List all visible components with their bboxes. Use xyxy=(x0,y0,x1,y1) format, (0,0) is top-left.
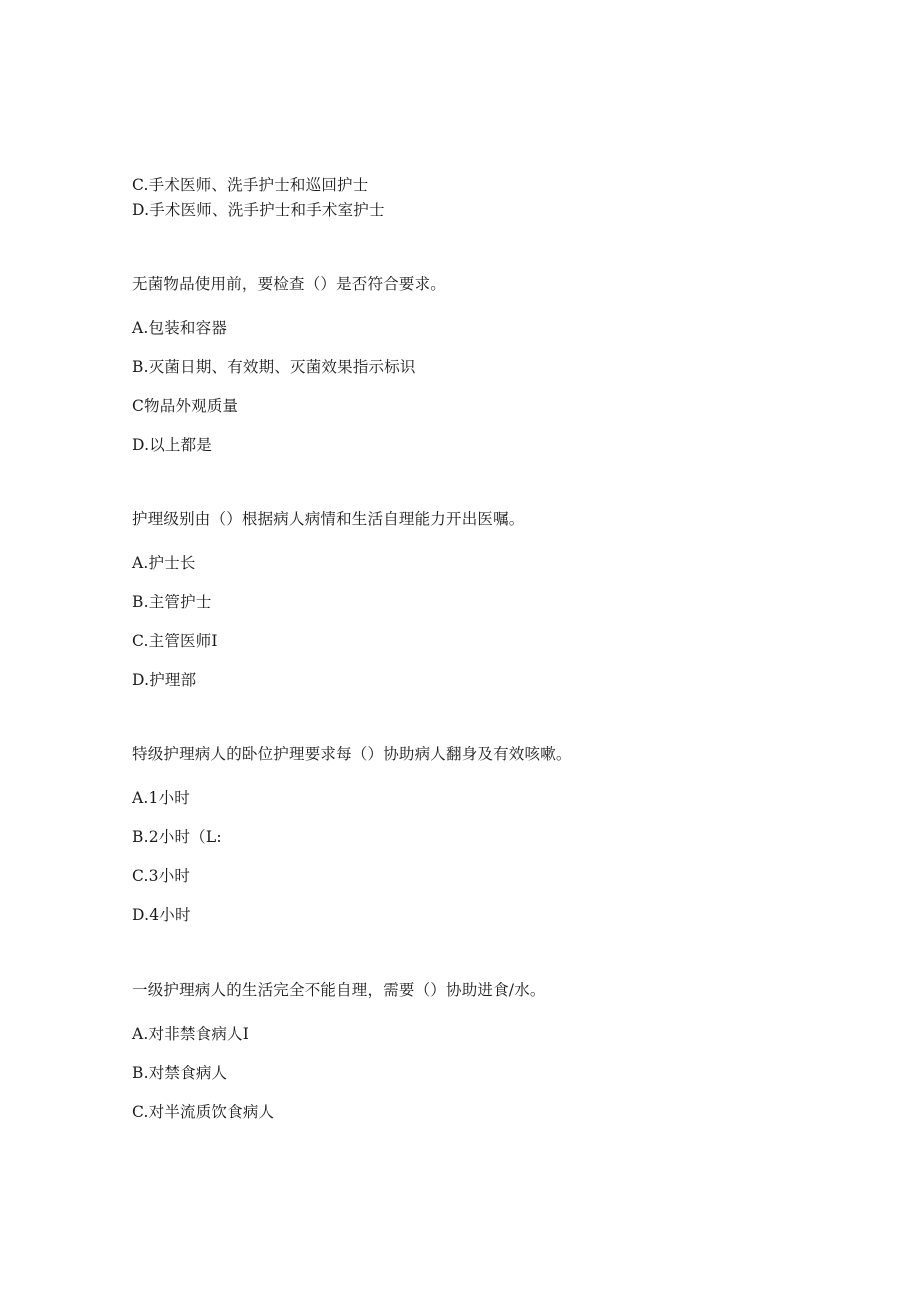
question-4-option-b: B.对禁食病人 xyxy=(132,1064,228,1082)
question-1-option-c: C物品外观质量 xyxy=(132,397,239,415)
question-3-option-d: D.4小时 xyxy=(132,906,191,924)
question-2-option-c: C.主管医师I xyxy=(132,632,218,650)
question-4-option-a: A.对非禁食病人I xyxy=(132,1025,250,1043)
question-3-option-b: B.2小时（L: xyxy=(132,828,222,846)
question-3-stem: 特级护理病人的卧位护理要求每（）协助病人翻身及有效咳嗽。 xyxy=(132,745,572,763)
prev-question-option-c: C.手术医师、洗手护士和巡回护士 xyxy=(132,176,369,194)
question-2-option-b: B.主管护士 xyxy=(132,593,212,611)
question-1-option-a: A.包装和容器 xyxy=(132,319,228,337)
question-2-option-a: A.护士长 xyxy=(132,554,196,572)
prev-question-option-d: D.手术医师、洗手护士和手术室护士 xyxy=(132,201,385,219)
question-1-stem: 无菌物品使用前，要检查（）是否符合要求。 xyxy=(132,275,447,293)
question-1-option-b: B.灭菌日期、有效期、灭菌效果指示标识 xyxy=(132,358,416,376)
question-3-option-c: C.3小时 xyxy=(132,867,191,885)
question-4-option-c: C.对半流质饮食病人 xyxy=(132,1103,275,1121)
question-2-option-d: D.护理部 xyxy=(132,671,197,689)
question-1-option-d: D.以上都是 xyxy=(132,436,213,454)
question-2-stem: 护理级别由（）根据病人病情和生活自理能力开出医嘱。 xyxy=(132,510,525,528)
question-4-stem: 一级护理病人的生活完全不能自理，需要（）协助进食/水。 xyxy=(132,981,546,999)
question-3-option-a: A.1小时 xyxy=(132,789,190,807)
